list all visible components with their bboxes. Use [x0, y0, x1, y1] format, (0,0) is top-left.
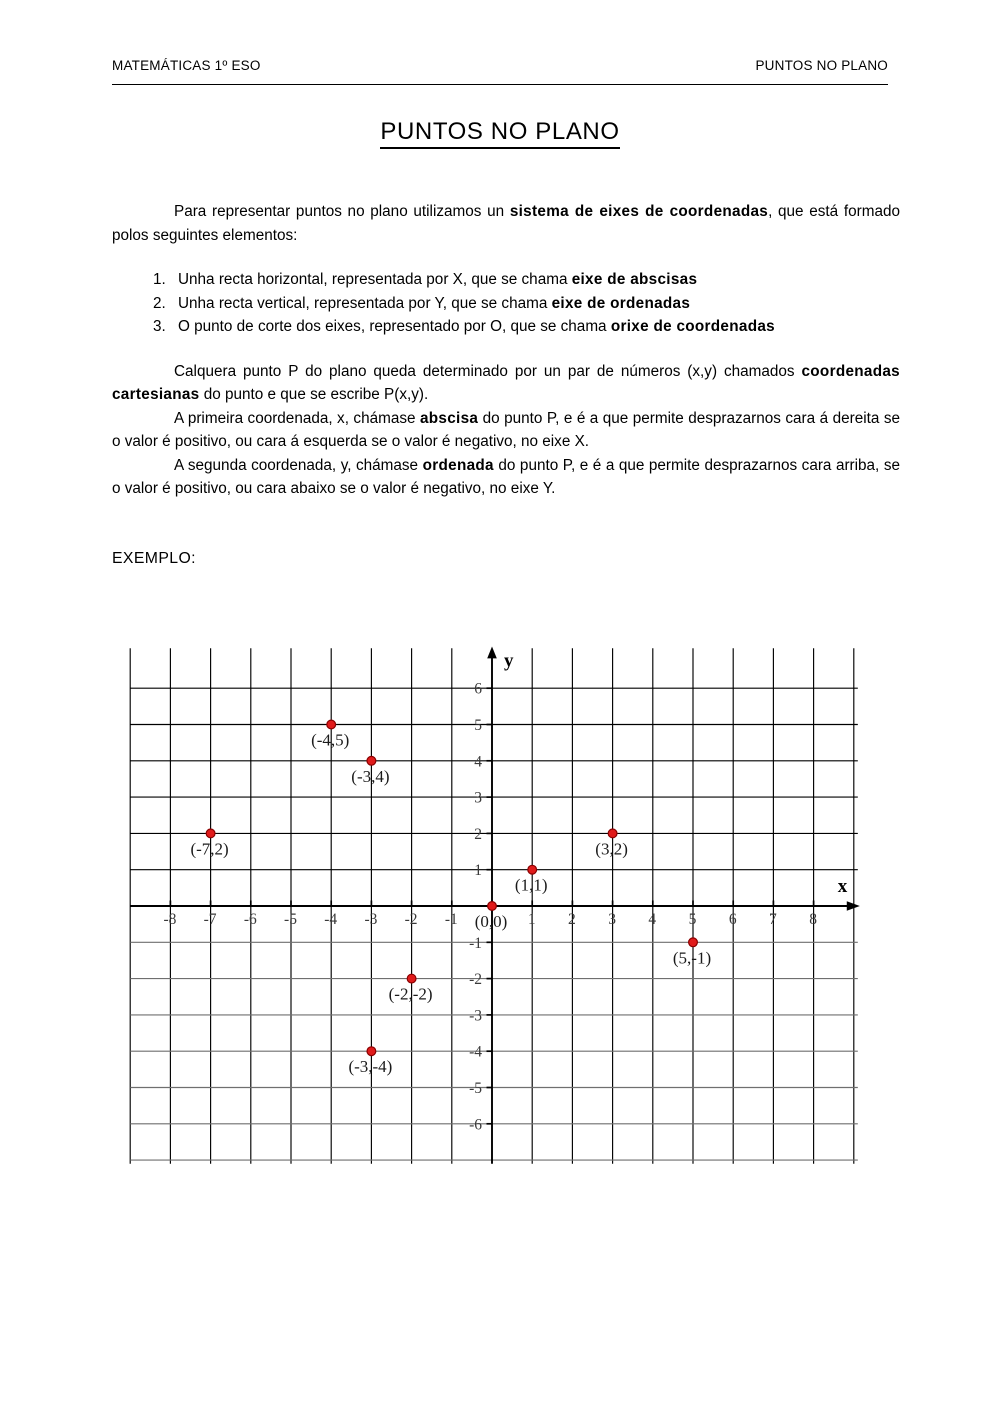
y-tick-label: 6: [474, 680, 482, 698]
paragraph-cartesian: [112, 360, 900, 407]
data-point-label: (-2,-2): [388, 984, 433, 1004]
paragraph-text-c: do punto P, e é a que permite desprazarnos cara arriba, se o valor é positivo, ou cara abaixo se o valor é negativo, no eixe Y.: [112, 456, 900, 497]
page-header: [112, 58, 888, 85]
paragraph-bold: coordenadas cartesianas: [112, 362, 900, 403]
x-tick-label: 7: [769, 911, 777, 928]
list-item-bold: eixe de abscisas: [571, 271, 698, 288]
page-title: [0, 118, 1000, 146]
data-point[interactable]: [407, 974, 416, 983]
data-point-label: (-3,4): [351, 766, 390, 786]
tick-marks: [170, 688, 813, 1124]
y-tick-label: -6: [469, 1116, 482, 1134]
intro-text-a: Para representar puntos no plano utilizamos un: [174, 203, 510, 220]
x-tick-label: -6: [243, 911, 257, 928]
y-axis-name: y: [504, 650, 514, 672]
data-point[interactable]: [689, 938, 698, 947]
paragraph-text-a: Calquera punto P do plano queda determinado por un par de números (x,y) chamados: [174, 362, 802, 380]
y-tick-label: 2: [474, 825, 482, 843]
y-tick-label: 5: [474, 717, 482, 734]
x-tick-label: -4: [324, 911, 338, 928]
data-point[interactable]: [608, 829, 617, 838]
y-tick-label: -3: [469, 1007, 482, 1025]
tick-labels: [163, 681, 817, 1134]
point-labels: [190, 731, 711, 1077]
data-point-label: (1,1): [514, 875, 548, 895]
x-tick-label: -5: [284, 911, 297, 928]
header-left-text: MATEMÁTICAS 1º ESO: [112, 58, 261, 73]
data-point-label: (-4,5): [311, 730, 350, 750]
elements-list: [112, 268, 900, 339]
list-item-text-a: O punto de corte dos eixes, representado por O, que se chama: [178, 318, 611, 335]
paragraph-bold: abscisa: [419, 409, 479, 427]
list-item-text-a: Unha recta horizontal, representada por X, que se chama: [178, 271, 572, 288]
x-tick-label: -3: [364, 911, 378, 928]
exemplo-label: EXEMPLO:: [112, 550, 196, 567]
list-item-bold: orixe de coordenadas: [610, 318, 775, 335]
y-tick-label: 4: [474, 753, 482, 771]
y-tick-label: 1: [474, 862, 482, 880]
spacer: [112, 339, 900, 360]
y-tick-label: -1: [469, 934, 482, 952]
x-tick-label: 6: [728, 911, 737, 928]
x-tick-label: 3: [608, 911, 616, 928]
list-item: [170, 315, 900, 339]
list-item-bold: eixe de ordenadas: [551, 294, 691, 312]
paragraph-text-c: do punto P, e é a que permite desprazarnos cara á dereita se o valor é positivo, ou cara á esquerda se o valor é negativo, no eixe X.: [112, 409, 900, 450]
paragraph-bold: ordenada: [422, 456, 494, 474]
data-point-label: (0,0): [474, 912, 508, 931]
y-tick-label: -5: [469, 1080, 482, 1097]
paragraph-ordenada: [112, 454, 900, 501]
x-axis-name: x: [837, 876, 848, 897]
x-tick-label: -7: [203, 911, 217, 928]
intro-text-c: , que está formado polos seguintes elementos:: [112, 203, 900, 244]
x-tick-label: 8: [809, 911, 817, 928]
spacer: [112, 247, 900, 268]
list-item-text-a: Unha recta vertical, representada por Y, que se chama: [178, 294, 552, 312]
data-point[interactable]: [206, 829, 215, 838]
data-point[interactable]: [367, 1047, 376, 1056]
paragraph-abscisa: [112, 407, 900, 454]
x-tick-label: -1: [444, 911, 458, 928]
paragraph-text-c: do punto e que se escribe P(x,y).: [199, 386, 429, 403]
data-point-label: (-3,-4): [348, 1057, 393, 1077]
axis-names: [504, 650, 848, 897]
x-tick-label: -2: [404, 911, 418, 928]
data-point-label: (5,-1): [672, 948, 712, 968]
x-tick-label: -8: [163, 911, 177, 928]
data-point[interactable]: [528, 865, 537, 874]
intro-bold-term: sistema de eixes de coordenadas: [509, 203, 769, 220]
x-tick-label: 4: [648, 911, 657, 928]
y-tick-label: -4: [469, 1043, 482, 1061]
document-body: [112, 200, 900, 501]
data-point-label: (-7,2): [190, 839, 229, 859]
x-axis-arrowhead: [847, 901, 860, 911]
intro-paragraph: [112, 200, 900, 247]
x-tick-label: 5: [688, 911, 697, 928]
data-point[interactable]: [488, 902, 497, 911]
axes: [130, 646, 860, 1163]
data-point[interactable]: [327, 720, 336, 729]
y-tick-label: -2: [469, 971, 482, 989]
list-item: [170, 268, 900, 292]
list-item: [170, 292, 900, 316]
x-tick-label: 1: [527, 911, 536, 928]
y-axis-arrowhead: [487, 646, 497, 658]
paragraph-text-a: A segunda coordenada, y, chámase: [174, 456, 423, 474]
x-tick-label: 2: [568, 911, 576, 928]
data-point-label: (3,2): [595, 839, 628, 859]
grid-lines: [130, 648, 858, 1163]
header-right-text: PUNTOS NO PLANO: [755, 58, 888, 73]
y-tick-label: 3: [474, 789, 482, 807]
paragraph-text-a: A primeira coordenada, x, chámase: [174, 409, 420, 427]
data-point[interactable]: [367, 756, 376, 765]
data-points: [203, 720, 697, 1056]
page-title-text: PUNTOS NO PLANO: [380, 118, 619, 149]
